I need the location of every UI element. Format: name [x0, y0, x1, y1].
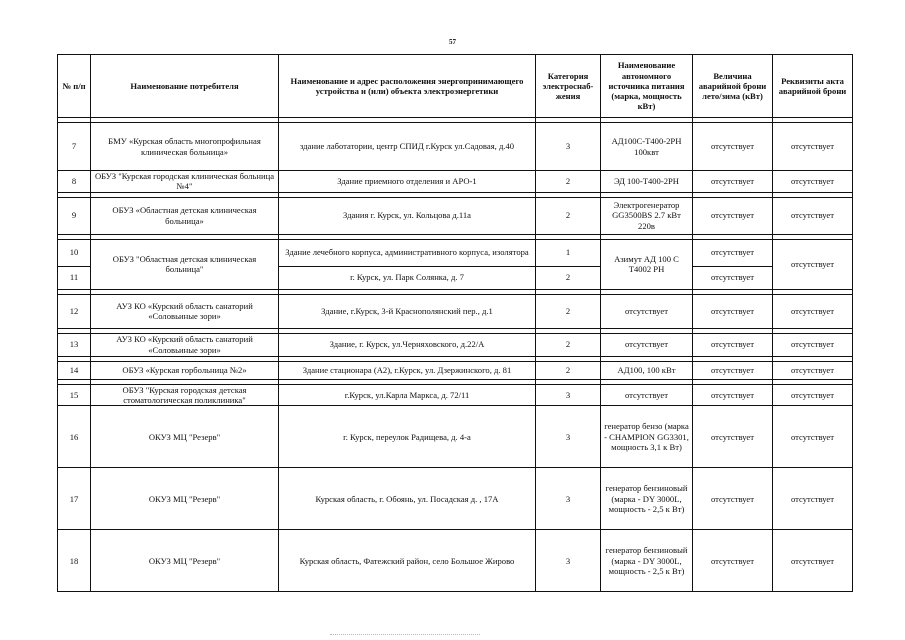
row-num: 15	[58, 384, 91, 406]
address-cell: Здание приемного отделения и АРО-1	[279, 171, 536, 193]
table-row	[58, 171, 853, 193]
act-cell: отсутствует	[773, 239, 853, 289]
row-num: 9	[58, 197, 91, 234]
reserve-cell: отсутствует	[693, 197, 773, 234]
category-cell: 3	[536, 384, 601, 406]
row-num: 8	[58, 171, 91, 193]
act-cell: отсутствует	[773, 406, 853, 468]
reserve-cell: отсутствует	[693, 406, 773, 468]
consumer-cell: ОБУЗ "Курская городская клиническая больница №4"	[91, 171, 279, 193]
table-row	[58, 294, 853, 328]
reserve-cell: отсутствует	[693, 361, 773, 379]
act-cell: отсутствует	[773, 197, 853, 234]
row-num: 11	[58, 266, 91, 289]
act-cell: отсутствует	[773, 123, 853, 171]
source-cell: генератор бензиновый (марка - DY 3000L, мощность - 2,5 к Вт)	[601, 530, 693, 592]
consumer-cell: ОБУЗ "Областная детская клиническая больница"	[91, 239, 279, 289]
address-cell: Здания г. Курск, ул. Кольцова д.11а	[279, 197, 536, 234]
header-row	[58, 55, 853, 118]
category-cell: 3	[536, 406, 601, 468]
address-cell: Здание стационара (А2), г.Курск, ул. Дзержинского, д. 81	[279, 361, 536, 379]
row-num: 13	[58, 333, 91, 356]
row-num: 7	[58, 123, 91, 171]
reserve-cell: отсутствует	[693, 384, 773, 406]
table-row	[58, 123, 853, 171]
row-num: 16	[58, 406, 91, 468]
act-cell: отсутствует	[773, 294, 853, 328]
consumer-cell: ОБУЗ «Областная детская клиническая больница»	[91, 197, 279, 234]
source-cell: Азимут АД 100 С Т4002 РН	[601, 239, 693, 289]
address-cell: здание лаботатории, центр СПИД г.Курск ул.Садовая, д.40	[279, 123, 536, 171]
address-cell: Здание, г.Курск, 3-й Краснополянский пер., д.1	[279, 294, 536, 328]
category-cell: 2	[536, 171, 601, 193]
category-cell: 3	[536, 468, 601, 530]
source-cell: генератор бензо (марка - CHAMPION GG3301, мощность 3,1 к Вт)	[601, 406, 693, 468]
consumer-cell: АУЗ КО «Курский область санаторий «Соловьиные зори»	[91, 333, 279, 356]
table-row	[58, 530, 853, 592]
header-act: Реквизиты акта аварийной брони	[773, 55, 853, 118]
source-cell: отсутствует	[601, 333, 693, 356]
act-cell: отсутствует	[773, 171, 853, 193]
source-cell: Электрогенератор GG3500BS 2.7 кВт 220в	[601, 197, 693, 234]
category-cell: 3	[536, 530, 601, 592]
consumer-cell: АУЗ КО «Курский область санаторий «Соловьиные зори»	[91, 294, 279, 328]
header-address: Наименование и адрес расположения энергопринимающего устройства и (или) объекта электроэнергетики	[279, 55, 536, 118]
table-row	[58, 406, 853, 468]
address-cell: Курская область, Фатежский район, село Большое Жирово	[279, 530, 536, 592]
category-cell: 1	[536, 239, 601, 266]
row-num: 10	[58, 239, 91, 266]
address-cell: г. Курск, ул. Парк Солянка, д. 7	[279, 266, 536, 289]
reserve-cell: отсутствует	[693, 171, 773, 193]
address-cell: Здание, г. Курск, ул.Черняховского, д.22/А	[279, 333, 536, 356]
source-cell: отсутствует	[601, 294, 693, 328]
address-cell: г. Курск, переулок Радищева, д. 4-а	[279, 406, 536, 468]
consumer-cell: ОКУЗ МЦ "Резерв"	[91, 468, 279, 530]
address-cell: г.Курск, ул.Карла Маркса, д. 72/11	[279, 384, 536, 406]
category-cell: 2	[536, 333, 601, 356]
act-cell: отсутствует	[773, 384, 853, 406]
consumer-cell: ОКУЗ МЦ "Резерв"	[91, 406, 279, 468]
act-cell: отсутствует	[773, 530, 853, 592]
category-cell: 3	[536, 123, 601, 171]
header-num: № п/п	[58, 55, 91, 118]
reserve-cell: отсутствует	[693, 468, 773, 530]
source-cell: ЭД 100-Т400-2РН	[601, 171, 693, 193]
reserve-cell: отсутствует	[693, 530, 773, 592]
consumer-cell: ОБУЗ "Курская городская детская стоматологическая поликлиника"	[91, 384, 279, 406]
category-cell: 2	[536, 197, 601, 234]
act-cell: отсутствует	[773, 468, 853, 530]
table-row	[58, 239, 853, 266]
header-source: Наименование автономного источника питания (марка, мощность кВт)	[601, 55, 693, 118]
consumer-cell: ОКУЗ МЦ "Резерв"	[91, 530, 279, 592]
row-num: 14	[58, 361, 91, 379]
consumer-cell: ОБУЗ «Курская горбольница №2»	[91, 361, 279, 379]
header-category: Категория электроснаб-жения	[536, 55, 601, 118]
source-cell: генератор бензиновый (марка - DY 3000L, мощность - 2,5 к Вт)	[601, 468, 693, 530]
reserve-cell: отсутствует	[693, 239, 773, 266]
reserve-cell: отсутствует	[693, 123, 773, 171]
table-row	[58, 333, 853, 356]
reserve-cell: отсутствует	[693, 333, 773, 356]
source-cell: АД100, 100 кВт	[601, 361, 693, 379]
reserve-table	[57, 54, 853, 592]
act-cell: отсутствует	[773, 333, 853, 356]
header-consumer: Наименование потребителя	[91, 55, 279, 118]
page-number: 57	[449, 38, 456, 46]
reserve-cell: отсутствует	[693, 294, 773, 328]
act-cell: отсутствует	[773, 361, 853, 379]
table-row	[58, 197, 853, 234]
reserve-cell: отсутствует	[693, 266, 773, 289]
category-cell: 2	[536, 266, 601, 289]
category-cell: 2	[536, 294, 601, 328]
category-cell: 2	[536, 361, 601, 379]
row-num: 12	[58, 294, 91, 328]
table-row	[58, 468, 853, 530]
table-row	[58, 384, 853, 406]
row-num: 17	[58, 468, 91, 530]
address-cell: Здание лечебного корпуса, административного корпуса, изолятора	[279, 239, 536, 266]
consumer-cell: БМУ «Курская область многопрофильная клиническая больница»	[91, 123, 279, 171]
row-num: 18	[58, 530, 91, 592]
source-cell: отсутствует	[601, 384, 693, 406]
scan-artifact	[330, 634, 480, 638]
table-row	[58, 361, 853, 379]
address-cell: Курская область, г. Обоянь, ул. Посадская д. , 17А	[279, 468, 536, 530]
source-cell: АД100С-Т400-2РН 100квт	[601, 123, 693, 171]
header-reserve: Величина аварийной брони лето/зима (кВт)	[693, 55, 773, 118]
